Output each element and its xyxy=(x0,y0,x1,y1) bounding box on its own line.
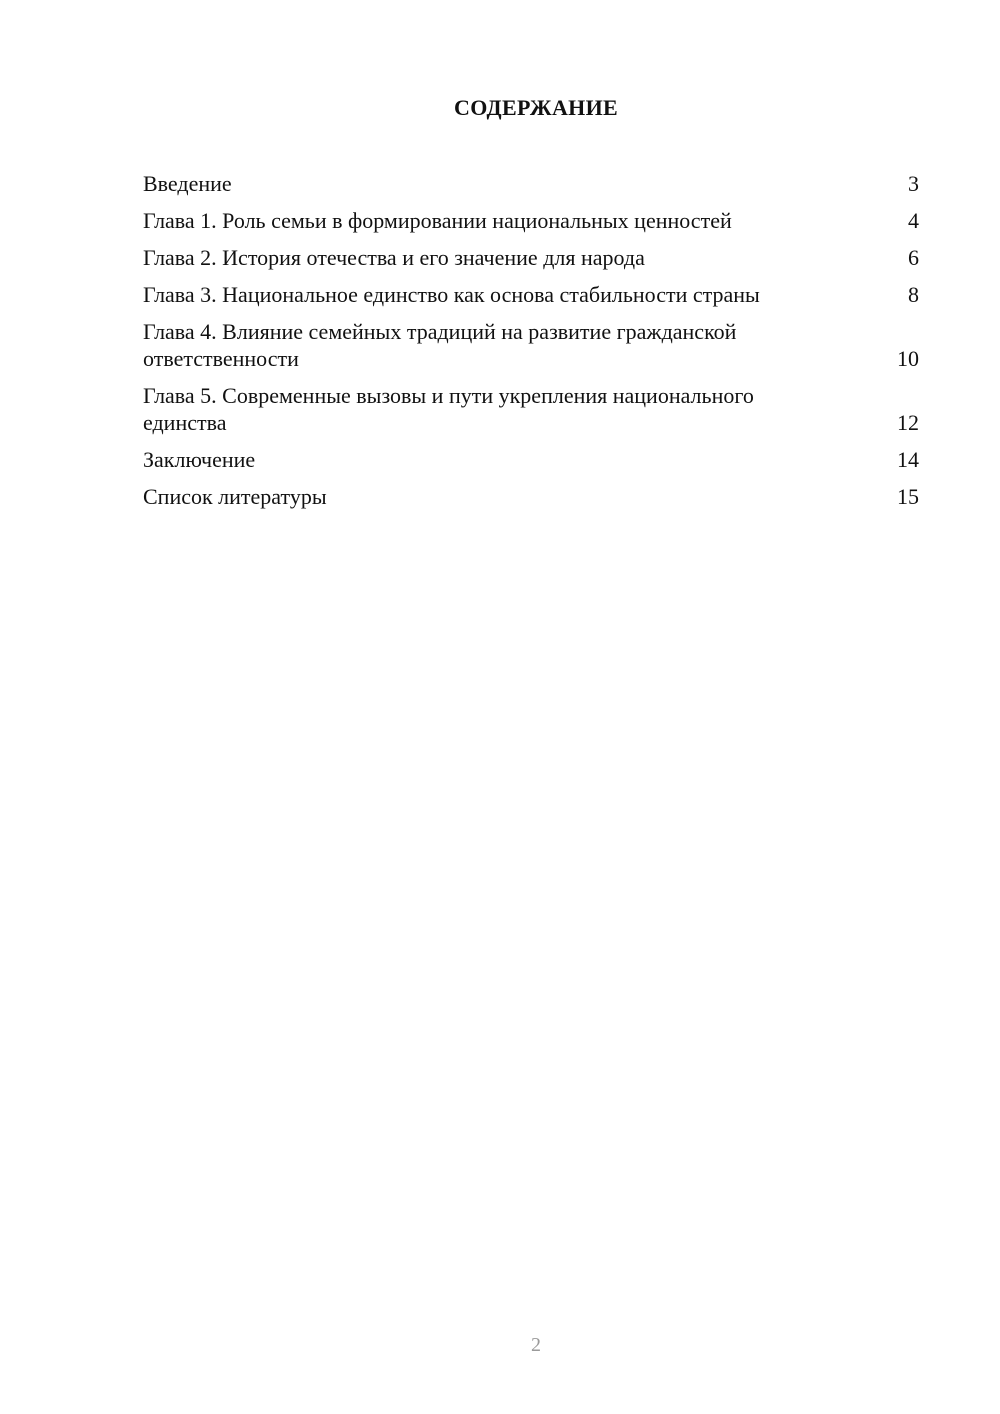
toc-entry-title: Глава 3. Национальное единство как основа стабильности страны xyxy=(143,282,760,307)
toc-entry-page: 10 xyxy=(897,346,919,371)
table-of-contents xyxy=(143,170,919,520)
toc-entry-chapter-4 xyxy=(143,318,919,372)
toc-entry-page: 14 xyxy=(897,447,919,472)
toc-entry-title: Глава 5. Современные вызовы и пути укрепления национального единства xyxy=(143,383,754,435)
toc-entry-introduction xyxy=(143,170,919,197)
toc-entry-chapter-5 xyxy=(143,382,919,436)
page-number: 2 xyxy=(531,1334,541,1356)
toc-entry-page: 12 xyxy=(897,410,919,435)
toc-entry-chapter-2 xyxy=(143,244,919,271)
toc-entry-title: Глава 1. Роль семьи в формировании национальных ценностей xyxy=(143,208,732,233)
page-title: СОДЕРЖАНИЕ xyxy=(454,95,618,120)
toc-entry-page: 3 xyxy=(908,171,919,196)
toc-entry-chapter-1 xyxy=(143,207,919,234)
toc-entry-title: Глава 4. Влияние семейных традиций на развитие гражданской ответственности xyxy=(143,319,737,371)
toc-entry-chapter-3 xyxy=(143,281,919,308)
toc-entry-page: 4 xyxy=(908,208,919,233)
toc-entry-title: Список литературы xyxy=(143,484,327,509)
toc-entry-title: Введение xyxy=(143,171,232,196)
toc-entry-conclusion xyxy=(143,446,919,473)
toc-entry-page: 8 xyxy=(908,282,919,307)
toc-entry-page: 6 xyxy=(908,245,919,270)
toc-entry-title: Глава 2. История отечества и его значение для народа xyxy=(143,245,645,270)
toc-entry-title: Заключение xyxy=(143,447,256,472)
toc-entry-references xyxy=(143,483,919,510)
toc-entry-page: 15 xyxy=(897,484,919,509)
